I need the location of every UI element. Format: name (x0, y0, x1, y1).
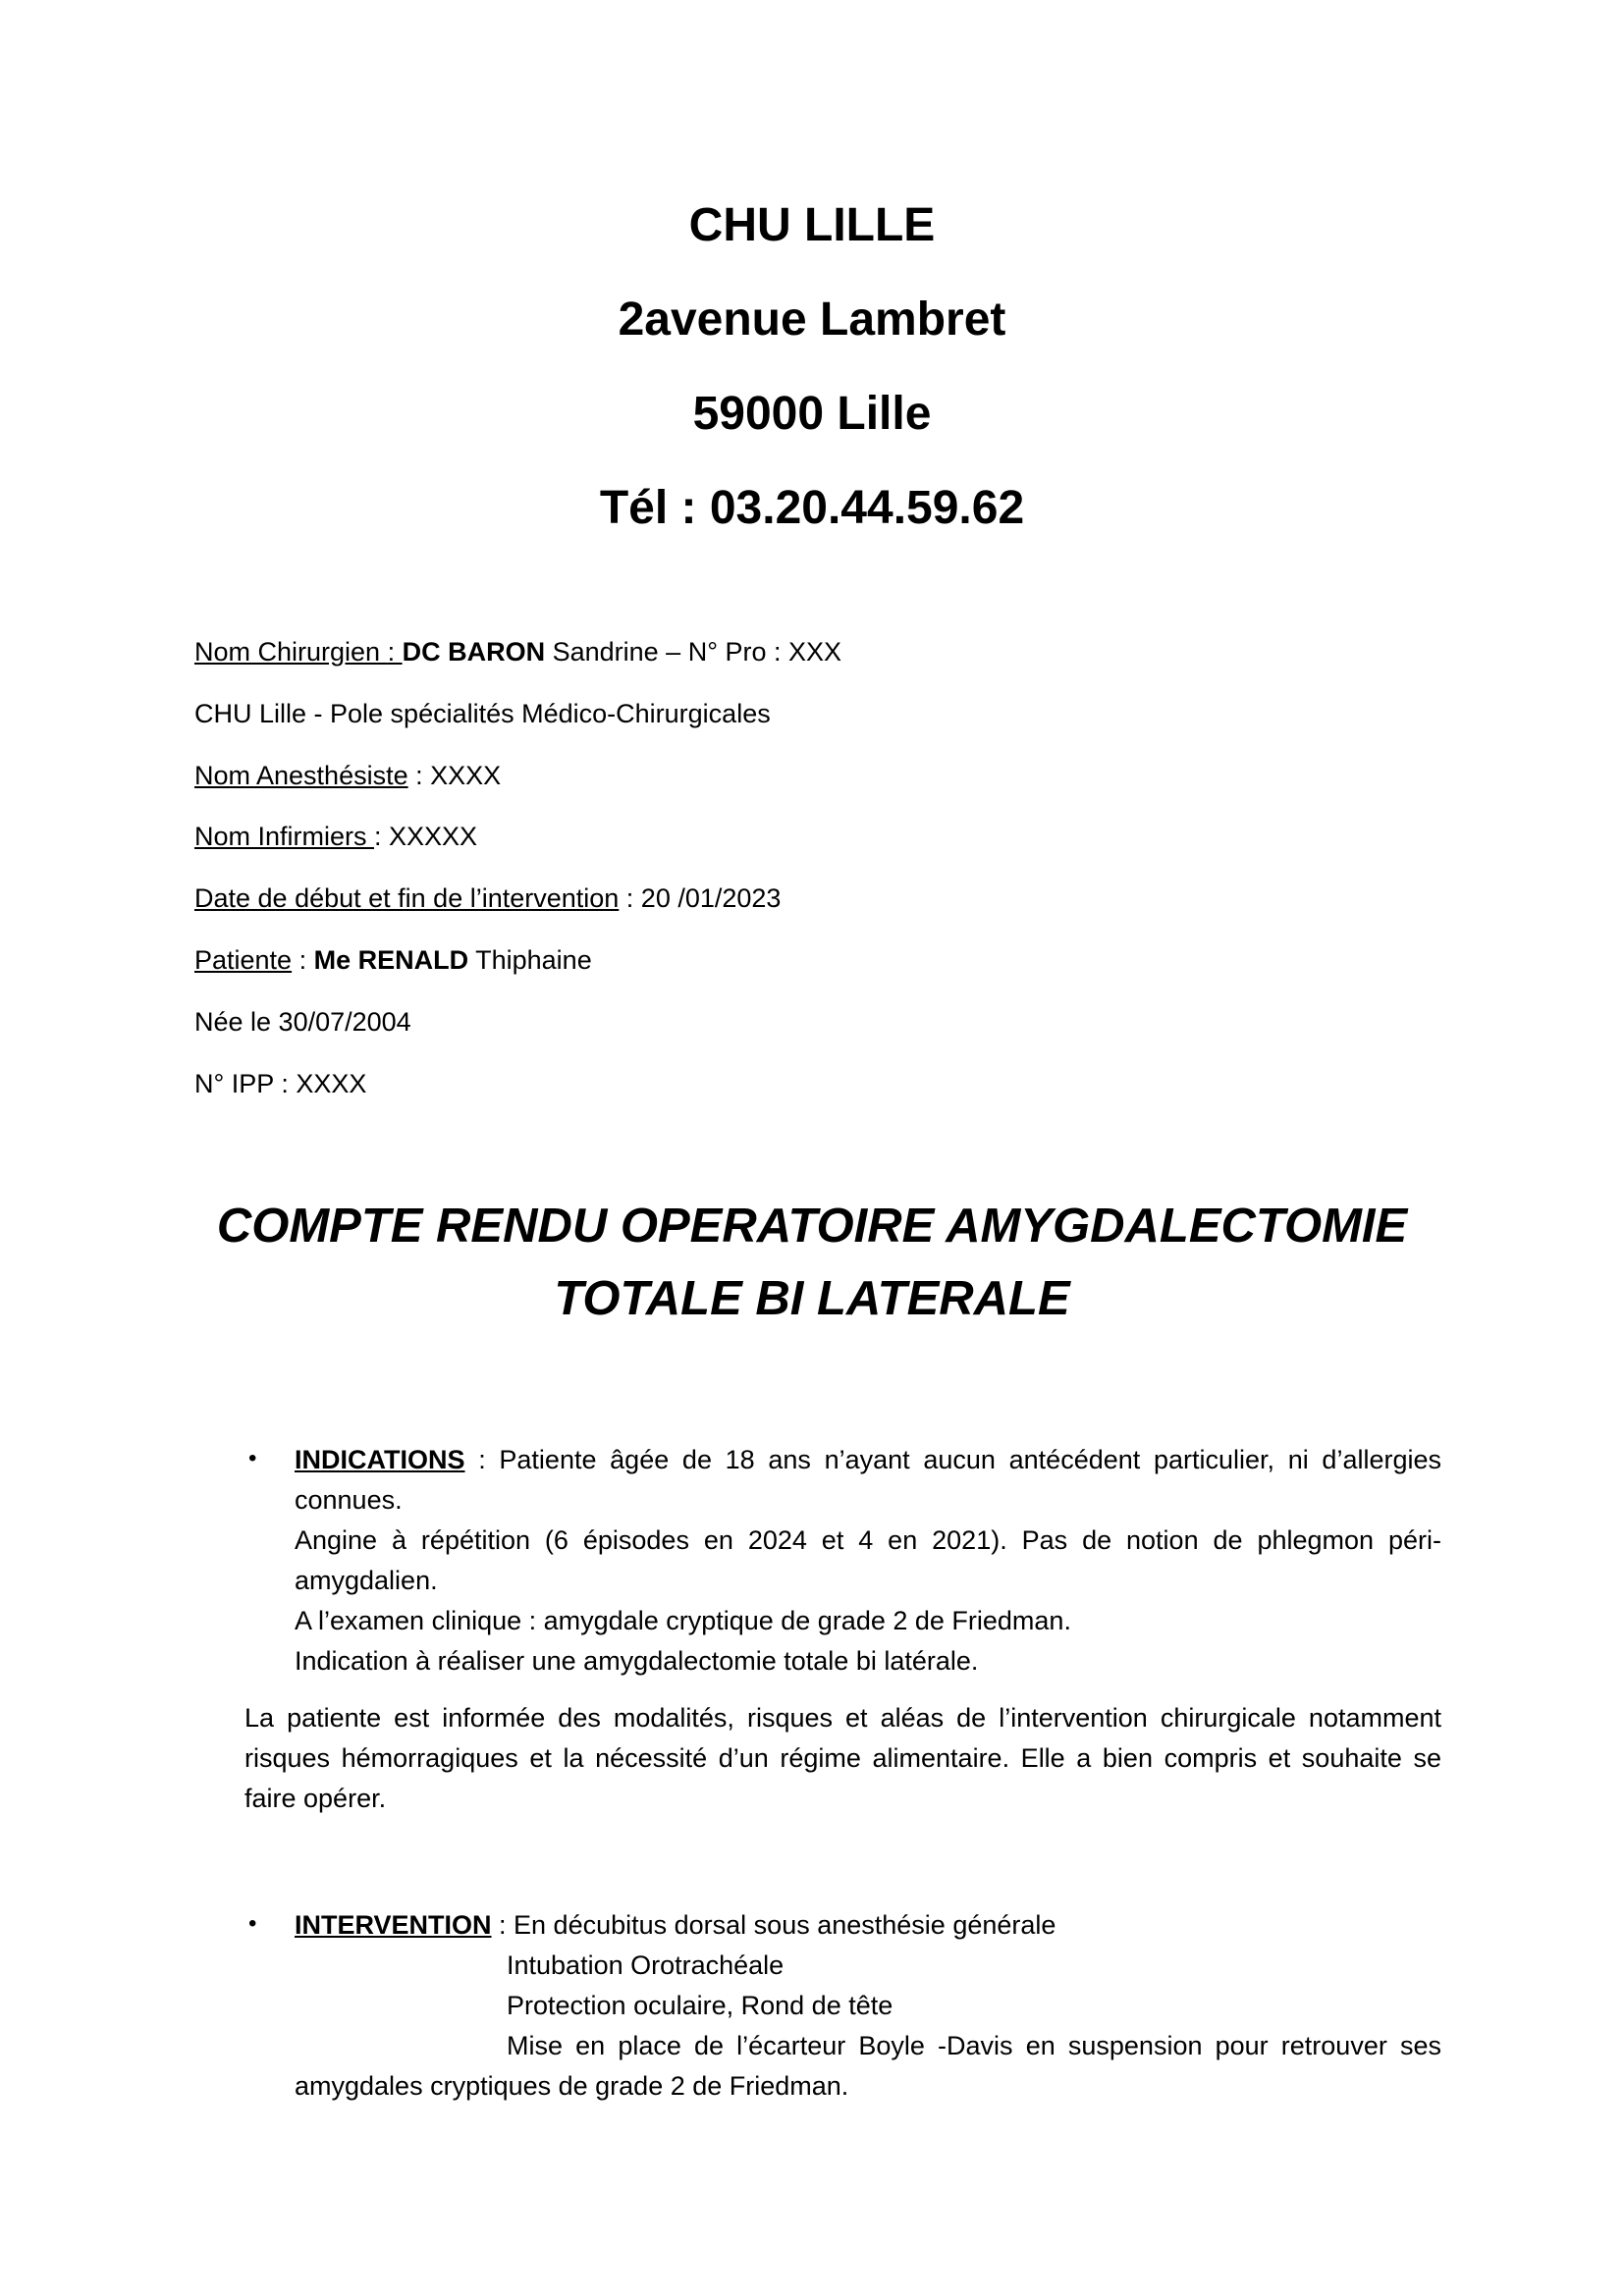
indications-section (295, 1440, 1441, 1682)
ipp-line: N° IPP : XXXX (194, 1069, 367, 1098)
report-title-line1: COMPTE RENDU OPERATOIRE AMYGDALECTOMIE (216, 1200, 1408, 1253)
indications-line3: A l’examen clinique : amygdale cryptique de grade 2 de Friedman. (295, 1606, 1071, 1635)
indications-text1: : Patiente âgée de 18 ans n’ayant aucun antécédent particulier, ni d’allergies (464, 1445, 1441, 1474)
indications-line1b: connues. (295, 1485, 403, 1515)
hospital-city: 59000 Lille (692, 388, 932, 440)
patient-label: Patiente (194, 945, 293, 975)
anesthetist-line (194, 760, 501, 791)
date-value: : 20 /01/2023 (619, 883, 782, 913)
intervention-line3: Protection oculaire, Rond de tête (507, 1991, 893, 2020)
intervention-section (295, 1905, 1441, 2107)
surgeon-line (194, 636, 841, 667)
intervention-line4: Mise en place de l’écarteur Boyle -Davis en suspension pour retrouver ses (507, 2031, 1441, 2060)
intervention-line2: Intubation Orotrachéale (507, 1950, 785, 1980)
intervention-bullet: • (248, 1910, 257, 1937)
patient-sep: : (292, 945, 314, 975)
nurses-value: : XXXXX (374, 822, 478, 851)
anesthetist-label: Nom Anesthésiste (194, 761, 408, 790)
indications-line2b: amygdalien. (295, 1566, 438, 1595)
hospital-phone: Tél : 03.20.44.59.62 (599, 482, 1025, 534)
consent-paragraph (244, 1698, 1441, 1819)
intervention-text1: : En décubitus dorsal sous anesthésie générale (491, 1910, 1056, 1940)
hospital-name: CHU LILLE (688, 199, 936, 251)
intervention-line5: amygdales cryptiques de grade 2 de Friedman. (295, 2071, 849, 2101)
report-title-line2: TOTALE BI LATERALE (554, 1272, 1070, 1325)
indications-label: INDICATIONS (295, 1445, 465, 1474)
indications-line1 (295, 1440, 1441, 1480)
indications-line4: Indication à réaliser une amygdalectomie totale bi latérale. (295, 1646, 979, 1676)
patient-line (194, 944, 592, 976)
date-label: Date de début et fin de l’intervention (194, 883, 620, 913)
nurses-label: Nom Infirmiers (194, 822, 375, 851)
surgeon-sep: : (387, 637, 403, 667)
surgeon-name-bold: DC BARON (402, 637, 546, 667)
birth-line: Née le 30/07/2004 (194, 1007, 411, 1037)
nurses-line (194, 821, 477, 852)
surgeon-label: Nom Chirurgien (194, 637, 388, 667)
consent-line1: La patiente est informée des modalités, risques et aléas de l’intervention chirurgicale notamment (244, 1703, 1441, 1733)
date-line (194, 882, 781, 914)
consent-line3: faire opérer. (244, 1784, 387, 1813)
department-line: CHU Lille - Pole spécialités Médico-Chirurgicales (194, 699, 771, 728)
surgeon-name-rest: Sandrine – N° Pro : XXX (545, 637, 842, 667)
patient-name-rest: Thiphaine (468, 945, 592, 975)
indications-line2: Angine à répétition (6 épisodes en 2024 et 4 en 2021). Pas de notion de phlegmon péri- (295, 1525, 1441, 1555)
consent-line2: risques hémorragiques et la nécessité d’un régime alimentaire. Elle a bien compris et souhaite se (244, 1743, 1441, 1773)
intervention-line1 (295, 1905, 1441, 1946)
report-title (0, 1190, 1624, 1335)
anesthetist-value: : XXXX (407, 761, 502, 790)
patient-name-bold: Me RENALD (313, 945, 469, 975)
intervention-label: INTERVENTION (295, 1910, 492, 1940)
indications-bullet: • (248, 1445, 257, 1471)
hospital-street: 2avenue Lambret (618, 294, 1006, 346)
